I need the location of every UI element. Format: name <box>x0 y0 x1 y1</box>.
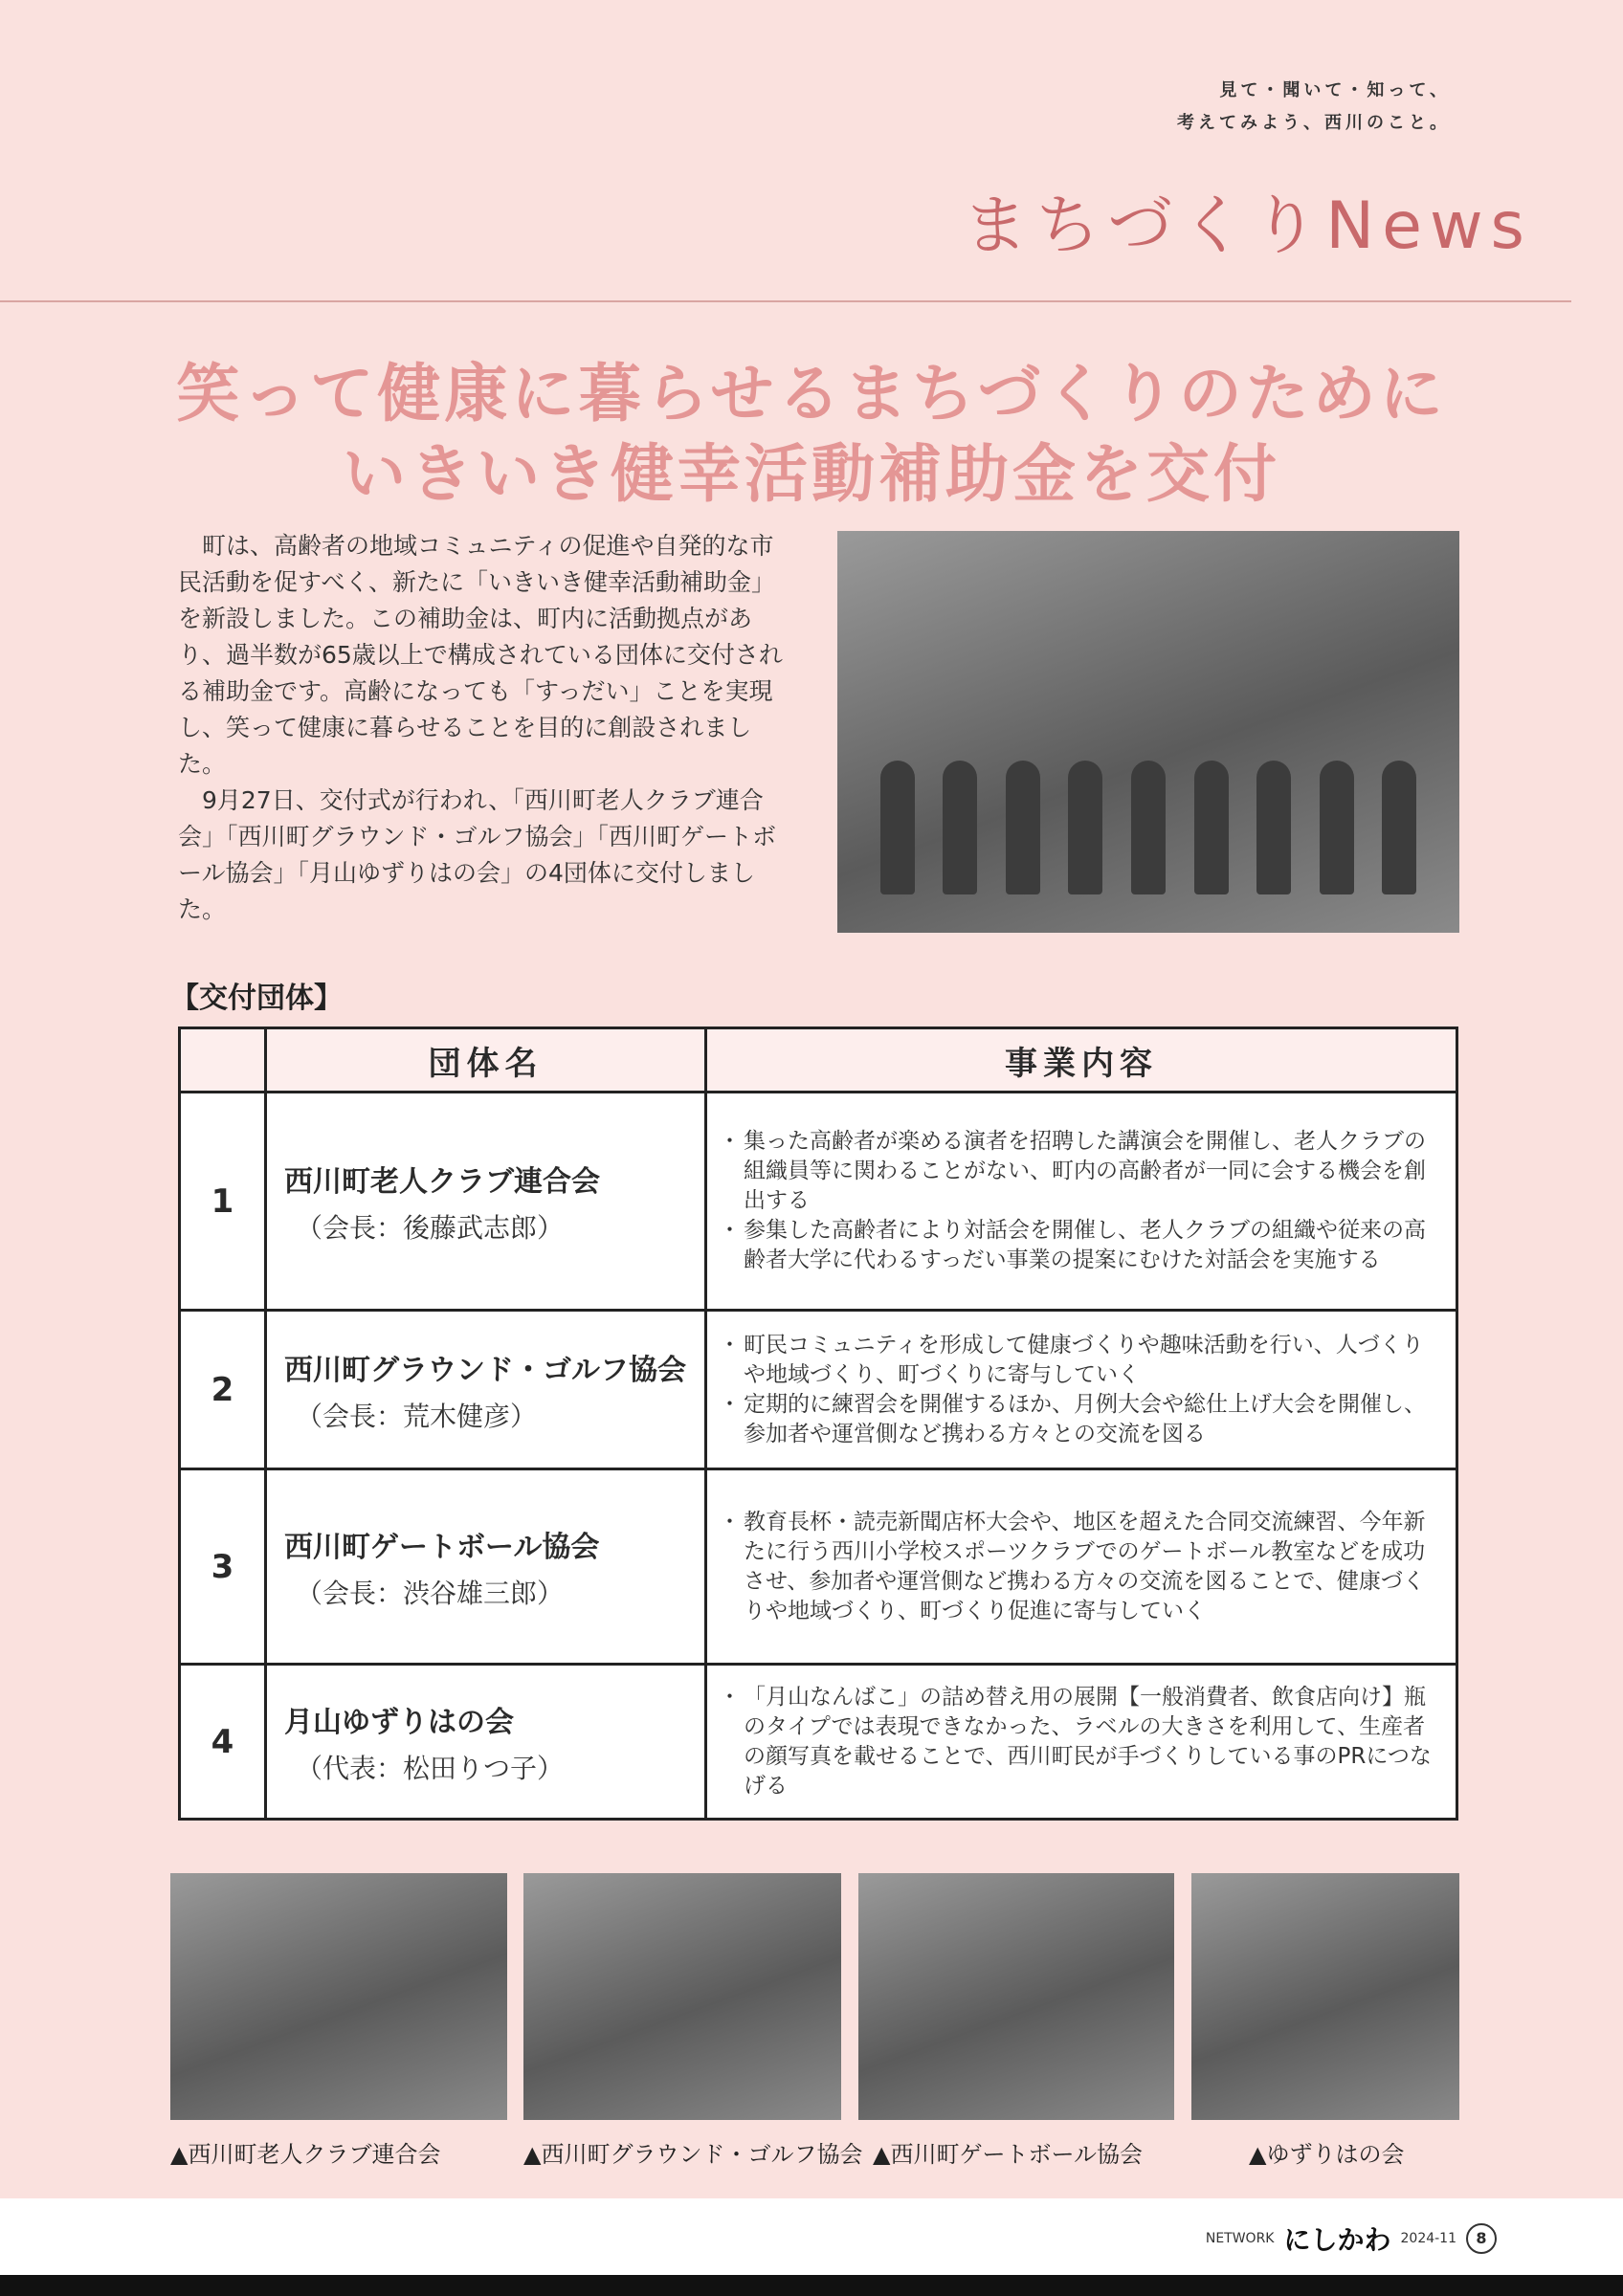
tagline-line-1: 見て・聞いて・知って、 <box>1219 80 1451 100</box>
table-row <box>180 1665 1457 1820</box>
desc-item: ・ 町民コミュニティを形成して健康づくりや趣味活動を行い、人づくりや地域づくり、町づくりに寄与していく <box>744 1331 1442 1390</box>
table-label: 【交付団体】 <box>170 982 343 1015</box>
header-rule <box>0 300 1571 302</box>
photo-figures <box>866 751 1431 894</box>
org-name: 西川町グラウンド・ゴルフ協会 <box>284 1353 686 1387</box>
table-header-row <box>180 1028 1457 1093</box>
row-number: 1 <box>180 1093 266 1311</box>
photo-figure <box>1382 761 1416 894</box>
org-leader: （会長：後藤武志郎） <box>296 1211 565 1244</box>
photo-yuzuriha <box>1191 1873 1459 2120</box>
desc-item: ・ 「月山なんばこ」の詰め替え用の展開【一般消費者、飲食店向け】瓶のタイプでは表現できなかった、ラベルの大きさを利用して、生産者の顔写真を載せることで、西川町民が手づくりしている事のPRにつなげる <box>744 1683 1442 1801</box>
photo-figure <box>1256 761 1291 894</box>
row-number: 3 <box>180 1469 266 1665</box>
caption-senior-club: ▲西川町老人クラブ連合会 <box>170 2141 441 2168</box>
row-number: 2 <box>180 1311 266 1469</box>
desc-cell <box>706 1311 1457 1469</box>
grant-groups-table <box>178 1027 1458 1821</box>
photo-figure <box>1194 761 1229 894</box>
header-org: 団体名 <box>266 1028 706 1093</box>
header-desc: 事業内容 <box>706 1028 1457 1093</box>
desc-cell <box>706 1093 1457 1311</box>
org-leader: （会長：渋谷雄三郎） <box>296 1577 565 1609</box>
photo-figure <box>1131 761 1166 894</box>
desc-cell <box>706 1665 1457 1820</box>
table-row <box>180 1469 1457 1665</box>
org-name: 月山ゆずりはの会 <box>284 1705 514 1739</box>
org-cell <box>266 1093 706 1311</box>
article-paragraph-2: 9月27日、交付式が行われ、「西川町老人クラブ連合会」「西川町グラウンド・ゴルフ協会」「西川町ゲートボール協会」「月山ゆずりはの会」の4団体に交付しました。 <box>178 786 777 923</box>
desc-item: ・ 教育長杯・読売新聞店杯大会や、地区を超えた合同交流練習、今年新たに行う西川小学校スポーツクラブでのゲートボール教室などを成功させ、参加者や運営側など携わる方々の交流を図ることで、健康づくりや地域づくり、町づくり促進に寄与していく <box>744 1508 1442 1626</box>
footer-network: NETWORK <box>1205 2231 1275 2246</box>
table-row <box>180 1311 1457 1469</box>
headline-line-2: いきいき健幸活動補助金を交付 <box>343 437 1280 511</box>
article-body <box>178 528 795 928</box>
headline-line-1: 笑って健康に暮らせるまちづくりのために <box>176 357 1447 430</box>
caption-yuzuriha: ▲ゆずりはの会 <box>1249 2141 1405 2168</box>
desc-item: ・ 定期的に練習会を開催するほか、月例大会や総仕上げ大会を開催し、参加者や運営側など携わる方々との交流を図る <box>744 1390 1442 1449</box>
article-paragraph-1: 町は、高齢者の地域コミュニティの促進や自発的な市民活動を促すべく、新たに「いきいき健幸活動補助金」を新設しました。この補助金は、町内に活動拠点があり、過半数が65歳以上で構成されている団体に交付される補助金です。高齢になっても「すっだい」ことを実現し、笑って健康に暮らせることを目的に創設されました。 <box>178 532 783 778</box>
org-leader: （会長：荒木健彦） <box>296 1400 538 1432</box>
section-title: まちづくりNews <box>962 188 1532 264</box>
caption-ground-golf: ▲西川町グラウンド・ゴルフ協会 <box>523 2141 863 2168</box>
photo-senior-club <box>170 1873 507 2120</box>
org-leader: （代表：松田りつ子） <box>296 1752 565 1784</box>
photo-figure <box>1320 761 1354 894</box>
photo-ground-golf <box>523 1873 841 2120</box>
org-name: 西川町老人クラブ連合会 <box>284 1164 600 1199</box>
tagline <box>1177 75 1451 140</box>
footer-issue: 2024-11 <box>1400 2231 1456 2246</box>
bottom-band <box>0 2275 1623 2296</box>
photo-figure <box>1006 761 1040 894</box>
org-cell <box>266 1469 706 1665</box>
photo-gateball <box>858 1873 1174 2120</box>
desc-item: ・ 参集した高齢者により対話会を開催し、老人クラブの組織や従来の高齢者大学に代わるすっだい事業の提案にむけた対話会を実施する <box>744 1216 1442 1275</box>
photo-figure <box>943 761 977 894</box>
desc-cell <box>706 1469 1457 1665</box>
desc-item: ・ 集った高齢者が楽める演者を招聘した講演会を開催し、老人クラブの組織員等に関わることがない、町内の高齢者が一同に会する機会を創出する <box>744 1127 1442 1216</box>
org-cell <box>266 1665 706 1820</box>
org-name: 西川町ゲートボール協会 <box>284 1530 600 1564</box>
photo-figure <box>880 761 915 894</box>
table-row <box>180 1093 1457 1311</box>
tagline-line-2: 考えてみよう、西川のこと。 <box>1177 113 1451 133</box>
photo-figure <box>1068 761 1102 894</box>
caption-gateball: ▲西川町ゲートボール協会 <box>873 2141 1143 2168</box>
footer-logo: にしかわ <box>1283 2224 1391 2256</box>
header-num <box>180 1028 266 1093</box>
org-cell <box>266 1311 706 1469</box>
page-number: 8 <box>1466 2223 1497 2254</box>
ceremony-photo <box>837 531 1459 933</box>
row-number: 4 <box>180 1665 266 1820</box>
